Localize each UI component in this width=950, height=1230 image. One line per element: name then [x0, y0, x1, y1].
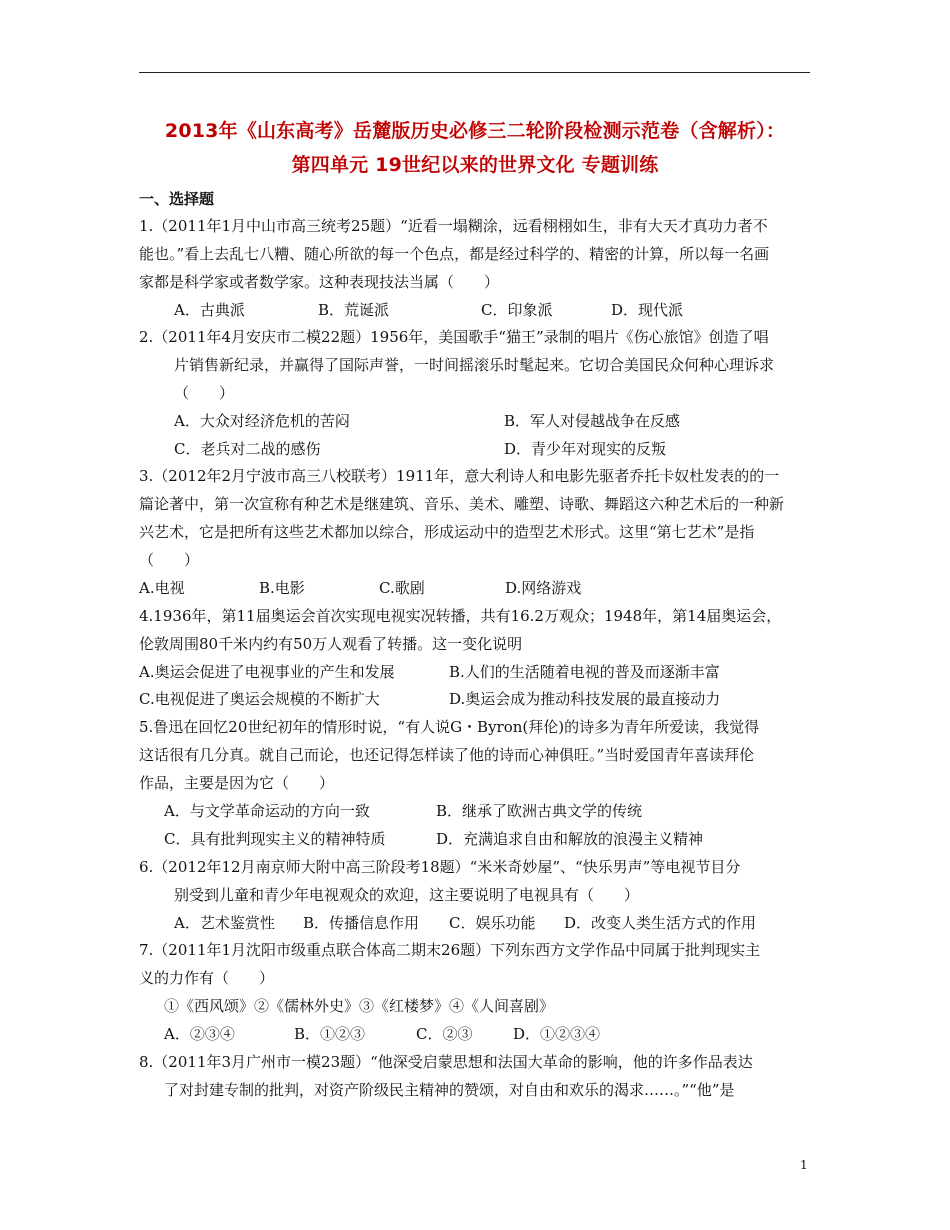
page-number: 1 — [800, 1158, 808, 1172]
q2-option-b: B．军人对侵越战争在反感 — [504, 412, 681, 430]
q7-option-a: A．②③④ — [164, 1025, 235, 1043]
q2-option-c: C．老兵对二战的感伤 — [174, 440, 321, 458]
q7-text-line-2: 义的力作有（ ） — [139, 969, 275, 987]
q2-option-a: A．大众对经济危机的苦闷 — [174, 412, 350, 430]
q4-option-b: B.人们的生活随着电视的普及而逐渐丰富 — [449, 663, 720, 681]
q3-option-d: D.网络游戏 — [505, 579, 582, 597]
q1-option-c: C．印象派 — [481, 301, 553, 319]
q3-option-b: B.电影 — [259, 579, 305, 597]
q6-option-a: A．艺术鉴赏性 — [174, 914, 275, 932]
q7-items: ①《西风颂》②《儒林外史》③《红楼梦》④《人间喜剧》 — [164, 997, 555, 1015]
q7-option-c: C．②③ — [416, 1025, 473, 1043]
q1-option-b: B．荒诞派 — [318, 301, 390, 319]
q6-option-c: C．娱乐功能 — [449, 914, 536, 932]
q2-text-line-1: 2.（2011年4月安庆市二模22题）1956年，美国歌手“猫王”录制的唱片《伤心旅馆》创造了唱 — [139, 328, 769, 346]
q3-text-line-4: （ ） — [139, 551, 200, 569]
document-title-line-2: 第四单元 19世纪以来的世界文化 专题训练 — [291, 154, 659, 176]
q3-option-c: C.歌剧 — [379, 579, 425, 597]
q1-text-line-3: 家都是科学家或者数学家。这种表现技法当属（ ） — [139, 273, 500, 291]
q6-option-d: D．改变人类生活方式的作用 — [564, 914, 757, 932]
document-title-line-1: 2013年《山东高考》岳麓版历史必修三二轮阶段检测示范卷（含解析）： — [164, 120, 786, 142]
q4-text-line-1: 4.1936年，第11届奥运会首次实现电视实况转播，共有16.2万观众；1948年，第14届奥运会， — [139, 607, 782, 625]
q1-option-a: A．古典派 — [174, 301, 245, 319]
q6-option-b: B．传播信息作用 — [303, 914, 420, 932]
q4-text-line-2: 伦敦周围80千米内约有50万人观看了转播。这一变化说明 — [139, 635, 523, 653]
q5-option-b: B．继承了欧洲古典文学的传统 — [436, 802, 643, 820]
q3-option-a: A.电视 — [139, 579, 185, 597]
q8-text-line-1: 8.（2011年3月广州市一模23题）“他深受启蒙思想和法国大革命的影响，他的许多作品表达 — [139, 1053, 753, 1071]
q5-option-c: C．具有批判现实主义的精神特质 — [164, 830, 386, 848]
q7-text-line-1: 7.（2011年1月沈阳市级重点联合体高二期末26题）下列东西方文学作品中同属于批判现实主 — [139, 941, 761, 959]
q1-text-line-2: 能也。”看上去乱七八糟、随心所欲的每一个色点，都是经过科学的、精密的计算，所以每一名画 — [139, 245, 770, 263]
q8-text-line-2: 了对封建专制的批判，对资产阶级民主精神的赞颂，对自由和欢乐的渴求……。”“他”是 — [164, 1081, 735, 1099]
q5-text-line-3: 作品，主要是因为它（ ） — [139, 774, 335, 792]
q5-text-line-2: 这话很有几分真。就自己而论，也还记得怎样读了他的诗而心神俱旺。”当时爱国青年喜读拜伦 — [139, 746, 755, 764]
q5-option-d: D．充满追求自由和解放的浪漫主义精神 — [436, 830, 704, 848]
q6-text-line-1: 6.（2012年12月南京师大附中高三阶段考18题）“米米奇妙屋”、“快乐男声”等电视节目分 — [139, 858, 741, 876]
q7-option-d: D．①②③④ — [513, 1025, 601, 1043]
q4-option-c: C.电视促进了奥运会规模的不断扩大 — [139, 690, 380, 708]
q4-option-d: D.奥运会成为推动科技发展的最直接动力 — [449, 690, 721, 708]
q2-text-line-3: （ ） — [174, 384, 235, 402]
q5-option-a: A．与文学革命运动的方向一致 — [164, 802, 370, 820]
q3-text-line-2: 篇论著中，第一次宣称有种艺术是继建筑、音乐、美术、雕塑、诗歌、舞蹈这六种艺术后的一种新 — [139, 495, 785, 513]
q2-option-d: D．青少年对现实的反叛 — [504, 440, 667, 458]
q3-text-line-3: 兴艺术，它是把所有这些艺术都加以综合，形成运动中的造型艺术形式。这里“第七艺术”是指 — [139, 523, 755, 541]
q1-text-line-1: 1.（2011年1月中山市高三统考25题）“近看一塌糊涂，远看栩栩如生，非有大天才真功力者不 — [139, 217, 768, 235]
section-heading: 一、选择题 — [139, 190, 215, 208]
q6-text-line-2: 别受到儿童和青少年电视观众的欢迎，这主要说明了电视具有（ ） — [174, 886, 640, 904]
q1-option-d: D．现代派 — [611, 301, 684, 319]
q5-text-line-1: 5.鲁迅在回忆20世纪初年的情形时说，“有人说G・Byron(拜伦)的诗多为青年所爱读，我觉得 — [139, 718, 760, 736]
header-rule — [139, 72, 810, 73]
q7-option-b: B．①②③ — [294, 1025, 366, 1043]
q3-text-line-1: 3.（2012年2月宁波市高三八校联考）1911年，意大利诗人和电影先驱者乔托卡奴杜发表的的一 — [139, 467, 780, 485]
q2-text-line-2: 片销售新纪录，并赢得了国际声誉，一时间摇滚乐时髦起来。它切合美国民众何种心理诉求 — [174, 356, 775, 374]
q4-option-a: A.奥运会促进了电视事业的产生和发展 — [139, 663, 395, 681]
